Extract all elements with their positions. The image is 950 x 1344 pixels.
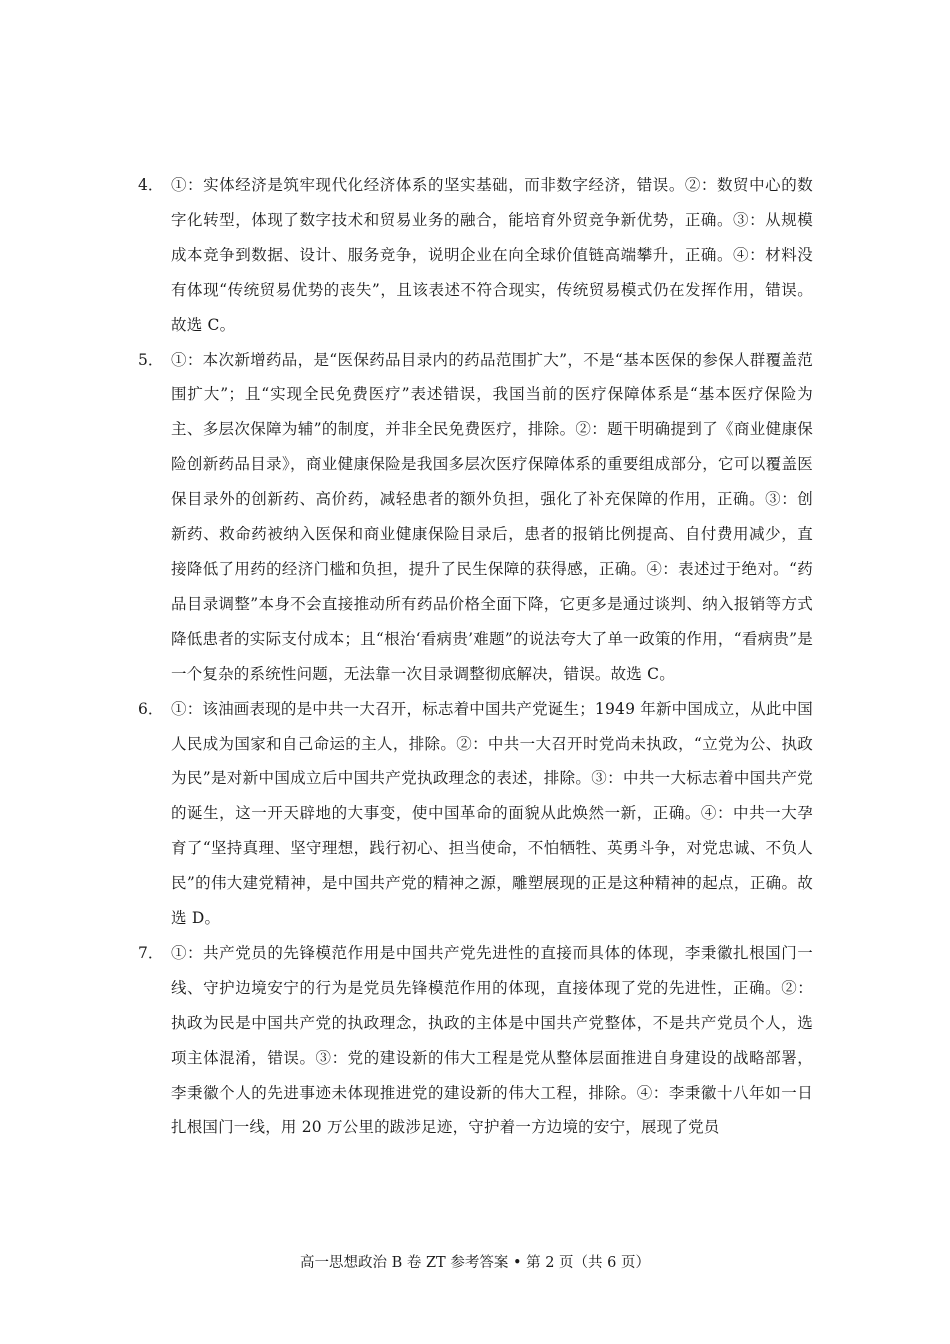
question-number: 6． — [138, 699, 164, 718]
page-footer: 高一思想政治 B 卷 ZT 参考答案 • 第 2 页（共 6 页） — [300, 1255, 650, 1271]
question-number: 5． — [138, 350, 164, 369]
answer-explanation: ①：本次新增药品，是“医保药品目录内的药品范围扩大”，不是“基本医保的参保人群覆盖范围扩大”；且“实现全民免费医疗”表述错误，我国当前的医疗保障体系是“基本医疗保险为主、多层次保障为辅”的制度，并非全民免费医疗，排除。②：题干明确提到了《商业健康保险创新药品目录》，商业健康保险是我国多层次医疗保障体系的重要组成部分，它可以覆盖医保目录外的创新药、高价药，减轻患者的额外负担，强化了补充保障的作用，正确。③：创新药、救命药被纳入医保和商业健康保险目录后，患者的报销比例提高、自付费用减少，直接降低了用药的经济门槛和负担，提升了民生保障的获得感，正确。④：表述过于绝对。“药品目录调整”本身不会直接推动所有药品价格全面下降，它更多是通过谈判、纳入报销等方式降低患者的实际支付成本；且“根治‘看病贵’难题”的说法夸大了单一政策的作用，“看病贵”是一个复杂的系统性问题，无法靠一次目录调整彻底解决，错误。故选 C。 — [171, 350, 813, 683]
answer-item-4 — [138, 168, 813, 343]
answer-list — [138, 168, 813, 1145]
answer-item-7 — [138, 936, 813, 1145]
answer-explanation: ①：实体经济是筑牢现代化经济体系的坚实基础，而非数字经济，错误。②：数贸中心的数字化转型，体现了数字技术和贸易业务的融合，能培育外贸竞争新优势，正确。③：从规模成本竞争到数据、设计、服务竞争，说明企业在向全球价值链高端攀升，正确。④：材料没有体现“传统贸易优势的丧失”，且该表述不符合现实，传统贸易模式仍在发挥作用，错误。故选 C。 — [171, 176, 813, 334]
question-number: 4． — [138, 176, 164, 194]
question-number: 7． — [138, 943, 164, 962]
answer-explanation: ①：该油画表现的是中共一大召开，标志着中国共产党诞生；1949 年新中国成立，从此中国人民成为国家和自己命运的主人，排除。②：中共一大召开时党尚未执政，“立党为公、执政为民”是对新中国成立后中国共产党执政理念的表述，排除。③：中共一大标志着中国共产党的诞生，这一开天辟地的大事变，使中国革命的面貌从此焕然一新，正确。④：中共一大孕育了“坚持真理、坚守理想，践行初心、担当使命，不怕牺牲、英勇斗争，对党忠诚、不负人民”的伟大建党精神，是中国共产党的精神之源，雕塑展现的正是这种精神的起点，正确。故选 D。 — [171, 699, 813, 928]
answer-explanation: ①：共产党员的先锋模范作用是中国共产党先进性的直接而具体的体现，李秉徽扎根国门一线、守护边境安宁的行为是党员先锋模范作用的体现，直接体现了党的先进性，正确。②：执政为民是中国共产党的执政理念，执政的主体是中国共产党整体，不是共产党员个人，选项主体混淆，错误。③：党的建设新的伟大工程是党从整体层面推进自身建设的战略部署，李秉徽个人的先进事迹未体现推进党的建设新的伟大工程，排除。④：李秉徽十八年如一日扎根国门一线，用 20 万公里的跋涉足迹，守护着一方边境的安宁，展现了党员 — [171, 943, 813, 1137]
answer-item-6 — [138, 692, 813, 936]
answer-item-5 — [138, 343, 813, 692]
